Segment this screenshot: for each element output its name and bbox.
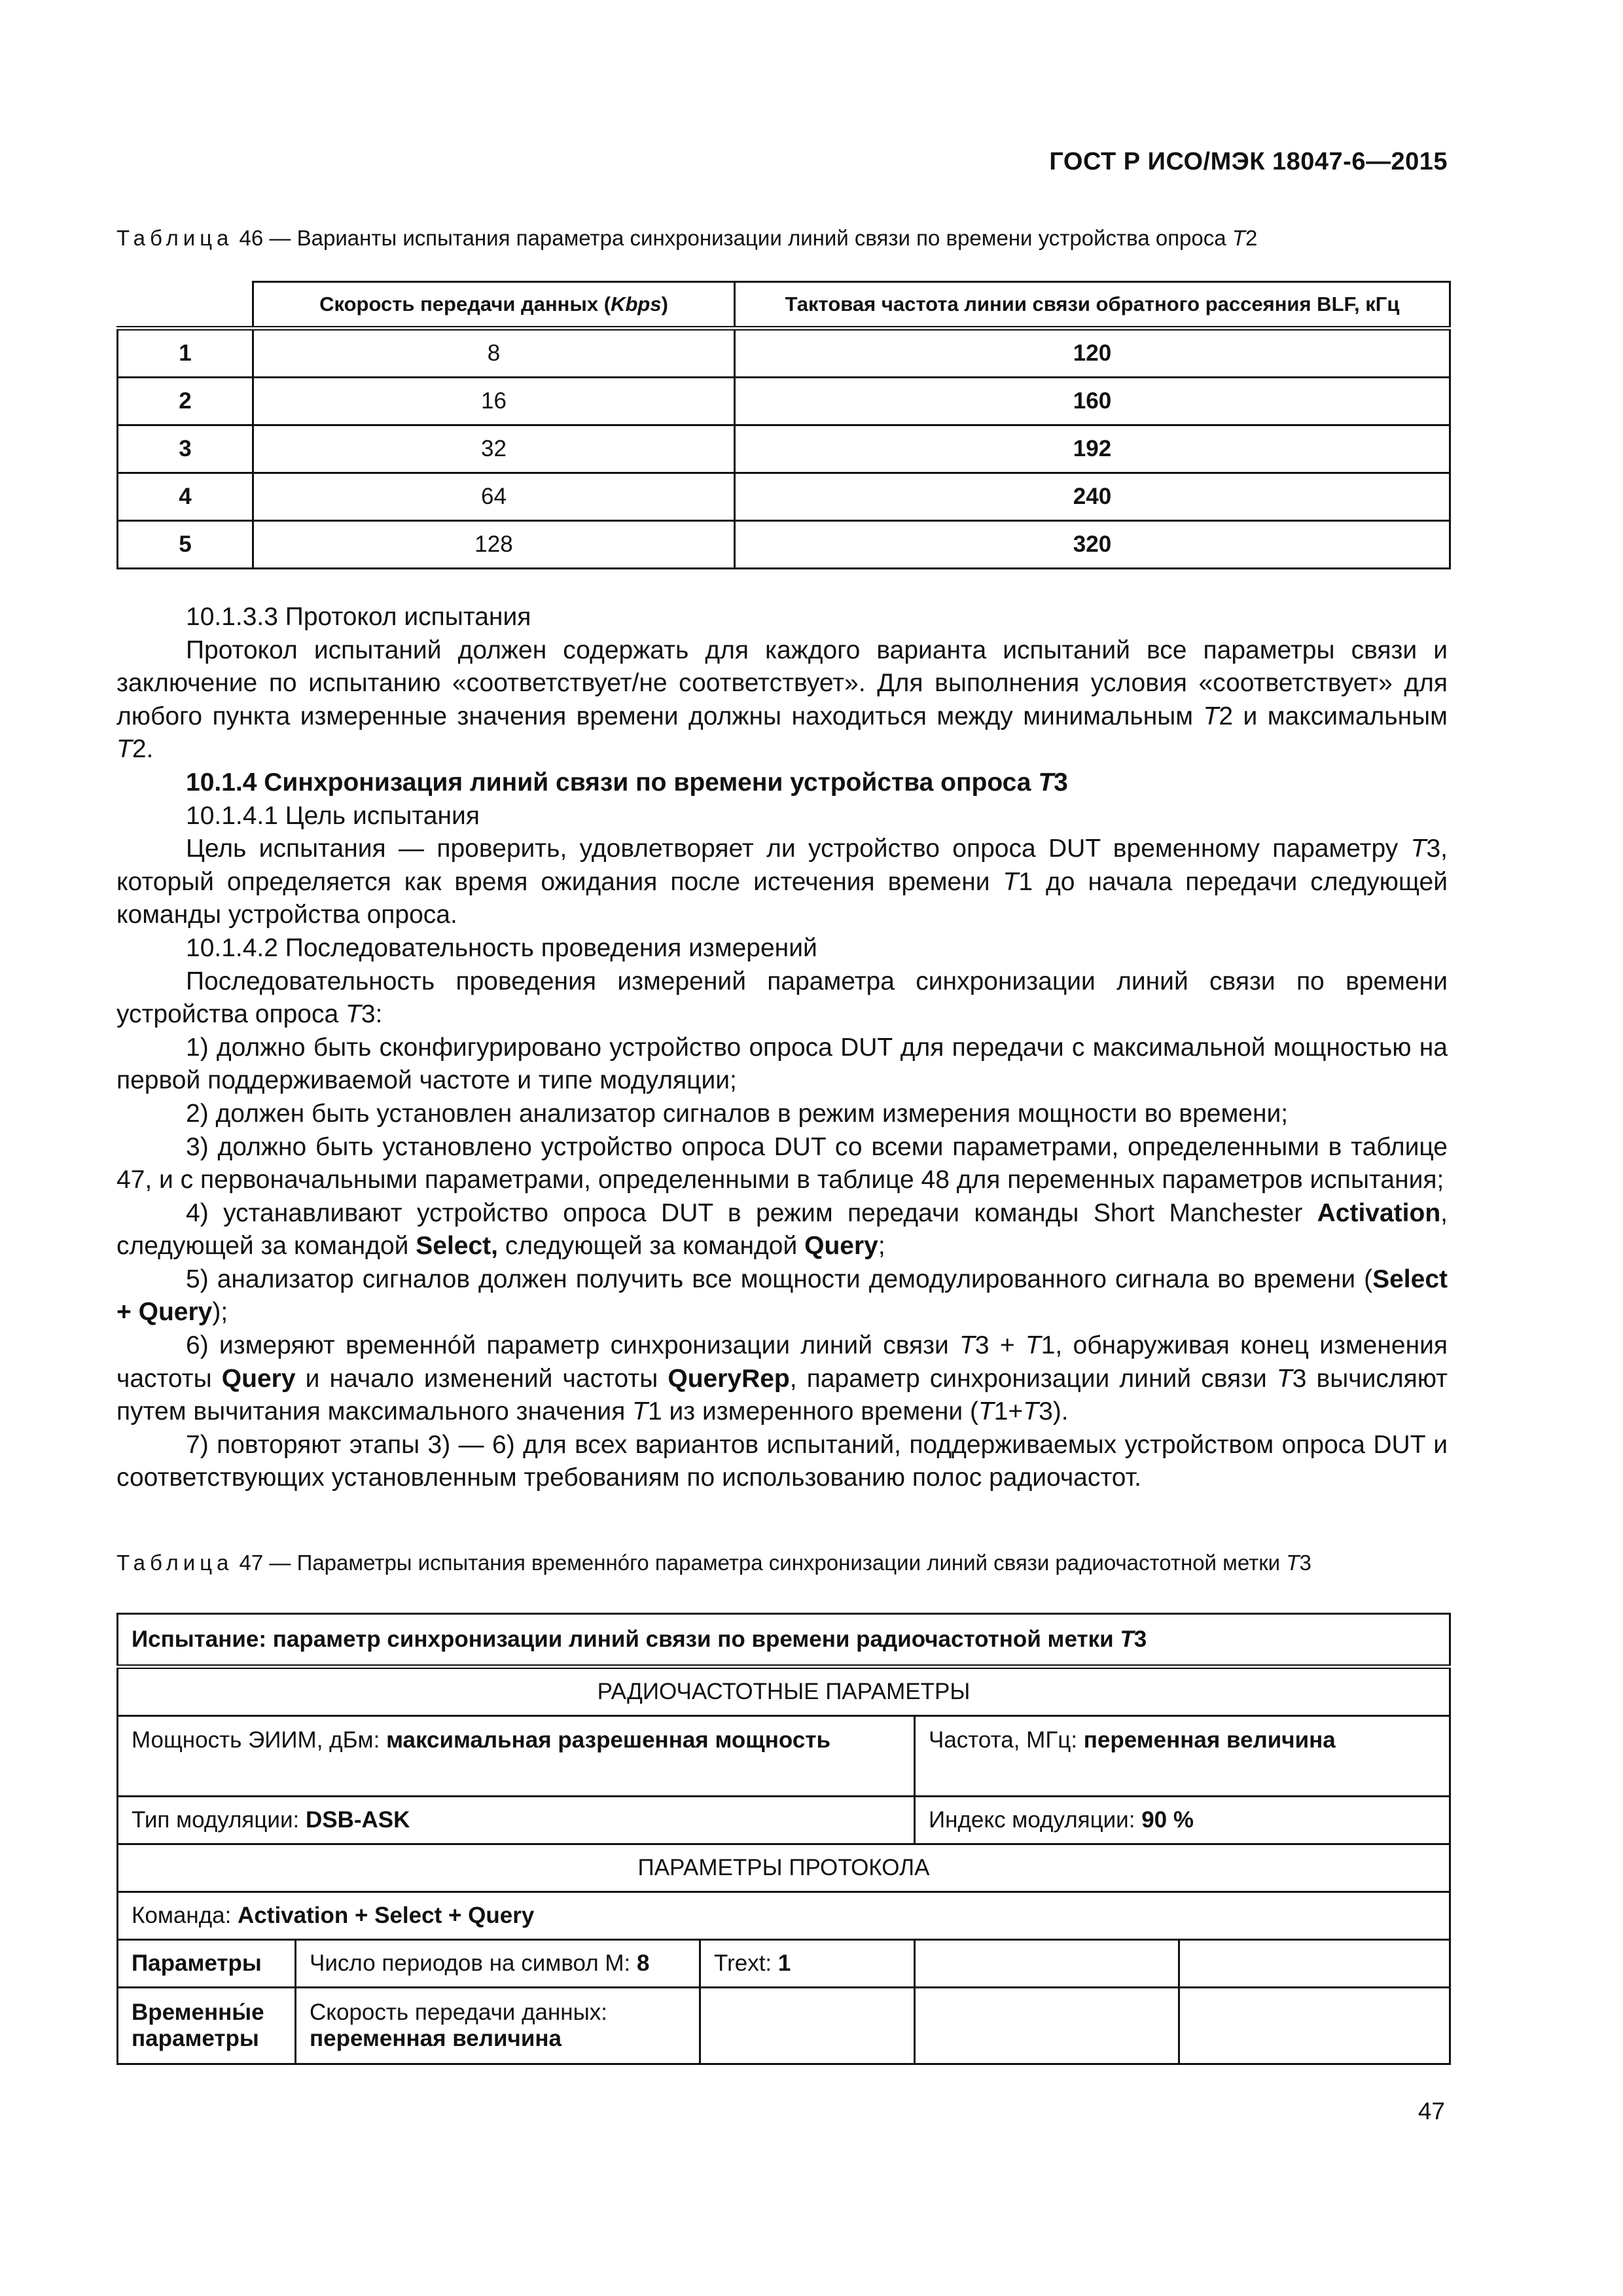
rf-section-row <box>118 1667 1450 1716</box>
power-frequency-row <box>118 1716 1450 1797</box>
step-1: 1) должно быть сконфигурировано устройство опроса DUT для передачи с максимальной мощностью на первой поддерживаемой частоте и типе модуляции; <box>116 1033 1448 1095</box>
page-number: 47 <box>1418 2098 1445 2125</box>
header-data-rate: Скорость передачи данных (Kbps) <box>253 282 735 329</box>
power-cell: Мощность ЭИИМ, дБм: максимальная разрешенная мощность <box>118 1716 915 1797</box>
table-header-row <box>118 282 1450 329</box>
timing-row <box>118 1988 1450 2064</box>
modulation-type-cell: Тип модуляции: DSB-ASK <box>118 1797 915 1844</box>
empty-cell <box>1179 1940 1450 1988</box>
table-row <box>118 425 1450 473</box>
rf-section-title: РАДИОЧАСТОТНЫЕ ПАРАМЕТРЫ <box>118 1667 1450 1716</box>
modulation-row <box>118 1797 1450 1844</box>
parameters-label: Параметры <box>118 1940 296 1988</box>
table-46-caption: Таблица 46 — Варианты испытания параметра синхронизации линий связи по времени устройства опроса T2 <box>116 226 1258 250</box>
row-number: 3 <box>118 425 253 473</box>
step-5: 5) анализатор сигналов должен получить все мощности демодулированного сигнала во времени (Select + Query); <box>116 1265 1448 1327</box>
paragraph-purpose: Цель испытания — проверить, удовлетворяет ли устройство опроса DUT временному параметру T3, который определяется как время ожидания после истечения времени T1 до начала передачи следующей команды устройства опроса. <box>116 834 1448 929</box>
test-title-row <box>118 1614 1450 1667</box>
data-rate-cell: 16 <box>253 378 735 425</box>
protocol-section-row <box>118 1844 1450 1892</box>
blf-cell: 240 <box>735 473 1450 521</box>
test-title: Испытание: параметр синхронизации линий связи по времени радиочастотной метки T3 <box>118 1614 1450 1667</box>
table-46 <box>116 281 1451 569</box>
timing-label: Временны́е параметры <box>118 1988 296 2064</box>
clause-10-1-4-heading: 10.1.4 Синхронизация линий связи по времени устройства опроса T3 <box>186 768 1068 797</box>
blank-header-cell <box>118 282 253 329</box>
empty-cell <box>915 1940 1179 1988</box>
table-row <box>118 378 1450 425</box>
data-rate-cell: 32 <box>253 425 735 473</box>
table-47-caption: Таблица 47 — Параметры испытания временнóго параметра синхронизации линий связи радиочастотной метки T3 <box>116 1551 1311 1575</box>
data-rate-cell: 128 <box>253 521 735 569</box>
protocol-section-title: ПАРАМЕТРЫ ПРОТОКОЛА <box>118 1844 1450 1892</box>
step-3: 3) должно быть установлено устройство опроса DUT со всеми параметрами, определенными в таблице 47, и с первоначальными параметрами, определенными в таблице 48 для переменных параметров испытания; <box>116 1132 1448 1194</box>
header-blf: Тактовая частота линии связи обратного рассеяния BLF, кГц <box>735 282 1450 329</box>
row-number: 1 <box>118 329 253 378</box>
step-4: 4) устанавливают устройство опроса DUT в режим передачи команды Short Manchester Activation, следующей за командой Select, следующей за командой Query; <box>116 1198 1448 1261</box>
paragraph-protocol: Протокол испытаний должен содержать для каждого варианта испытаний все параметры связи и заключение по испытанию «соответствует/не соответствует». Для выполнения условия «соответствует» для любого пункта измеренные значения времени должны находиться между минимальным T2 и максимальным T2. <box>116 636 1448 764</box>
step-7: 7) повторяют этапы 3) — 6) для всех вариантов испытаний, поддерживаемых устройством опроса DUT и соответствующих установленным требованиям по использованию полос радиочастот. <box>116 1430 1448 1492</box>
modulation-index-cell: Индекс модуляции: 90 % <box>915 1797 1450 1844</box>
command-cell: Команда: Activation + Select + Query <box>118 1892 1450 1940</box>
blf-cell: 192 <box>735 425 1450 473</box>
parameters-row <box>118 1940 1450 1988</box>
data-rate-cell: 64 <box>253 473 735 521</box>
data-rate-cell: Скорость передачи данных: переменная величина <box>296 1988 700 2064</box>
frequency-cell: Частота, МГц: переменная величина <box>915 1716 1450 1797</box>
symbol-periods-cell: Число периодов на символ M: 8 <box>296 1940 700 1988</box>
row-number: 4 <box>118 473 253 521</box>
empty-cell <box>1179 1988 1450 2064</box>
table-row <box>118 521 1450 569</box>
row-number: 5 <box>118 521 253 569</box>
table-row <box>118 329 1450 378</box>
command-row <box>118 1892 1450 1940</box>
standard-designation: ГОСТ Р ИСО/МЭК 18047-6—2015 <box>1049 148 1448 175</box>
blf-cell: 320 <box>735 521 1450 569</box>
step-2: 2) должен быть установлен анализатор сигналов в режим измерения мощности во времени; <box>186 1099 1289 1128</box>
row-number: 2 <box>118 378 253 425</box>
data-rate-cell: 8 <box>253 329 735 378</box>
clause-10-1-4-2-heading: 10.1.4.2 Последовательность проведения измерений <box>186 933 817 962</box>
empty-cell <box>700 1988 915 2064</box>
body-text <box>116 601 1448 1495</box>
empty-cell <box>915 1988 1179 2064</box>
trext-cell: Trext: 1 <box>700 1940 915 1988</box>
table-row <box>118 473 1450 521</box>
clause-10-1-3-3-heading: 10.1.3.3 Протокол испытания <box>186 603 531 631</box>
blf-cell: 160 <box>735 378 1450 425</box>
clause-10-1-4-1-heading: 10.1.4.1 Цель испытания <box>186 801 480 830</box>
paragraph-sequence: Последовательность проведения измерений параметра синхронизации линий связи по времени устройства опроса T3: <box>116 967 1448 1029</box>
table-47 <box>116 1613 1451 2065</box>
step-6: 6) измеряют временнóй параметр синхронизации линий связи T3 + T1, обнаруживая конец изменения частоты Query и начало изменений частоты QueryRep, параметр синхронизации линий связи T3 вычисляют путем вычитания максимального значения T1 из измеренного времени (T1+T3). <box>116 1331 1448 1426</box>
blf-cell: 120 <box>735 329 1450 378</box>
